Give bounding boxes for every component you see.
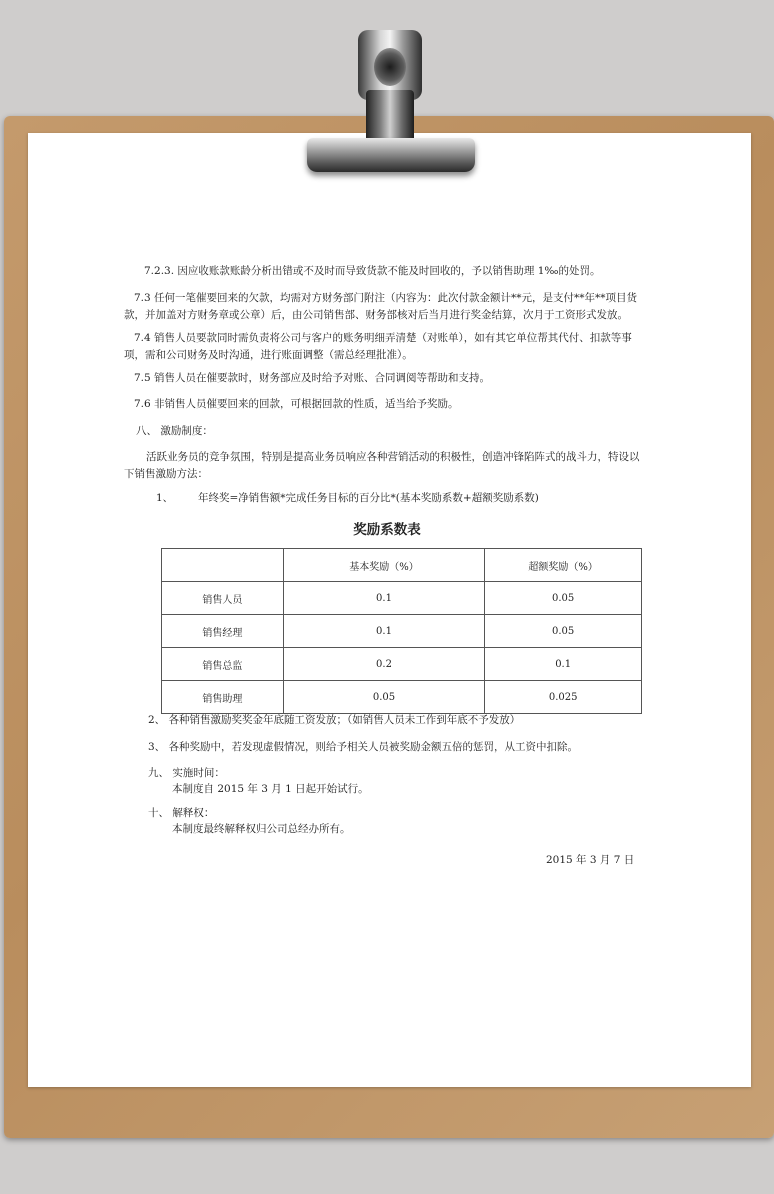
table-header-row — [162, 549, 642, 582]
para-8-line2: 下销售激励方法： — [124, 468, 208, 480]
table-cell: 0.1 — [283, 582, 485, 615]
clip-jaw — [307, 138, 475, 172]
table-cell: 销售总监 — [162, 648, 284, 681]
table-cell: 销售经理 — [162, 615, 284, 648]
table-row — [162, 615, 642, 648]
table-cell: 0.1 — [485, 648, 642, 681]
section-9-heading: 九、 实施时间： — [148, 767, 225, 779]
section-8-heading: 八、 激励制度： — [136, 425, 213, 437]
document-date: 2015 年 3 月 7 日 — [546, 854, 635, 866]
para-9: 本制度自 2015 年 3 月 1 日起开始试行。 — [172, 783, 369, 795]
table-header-cell: 超额奖励（%） — [485, 549, 642, 582]
para-8-line1: 活跃业务员的竞争氛围，特别是提高业务员响应各种营销活动的积极性，创造冲锋陷阵式的战斗力，特设以 — [146, 451, 640, 463]
table-cell: 0.05 — [485, 582, 642, 615]
table-cell: 销售人员 — [162, 582, 284, 615]
item-1-number: 1、 — [156, 492, 174, 504]
table-cell: 0.2 — [283, 648, 485, 681]
para-7-4-line1: 7.4 销售人员要款同时需负责将公司与客户的账务明细弄清楚（对账单），如有其它单位帮其代付、扣款等事 — [134, 332, 632, 344]
para-7-4-line2: 项，需和公司财务及时沟通，进行账面调整（需总经理批准）。 — [124, 349, 413, 361]
clip-neck — [366, 90, 414, 142]
para-7-2-3: 7.2.3. 因应收账款账龄分析出错或不及时而导致货款不能及时回收的，予以销售助理 1‰的处罚。 — [144, 265, 601, 277]
para-7-5: 7.5 销售人员在催要款时，财务部应及时给予对账、合同调阅等帮助和支持。 — [134, 372, 491, 384]
item-1-formula: 年终奖=净销售额*完成任务目标的百分比*(基本奖励系数+超额奖励系数) — [198, 492, 539, 504]
para-7-6: 7.6 非销售人员催要回来的回款，可根据回款的性质，适当给予奖励。 — [134, 398, 459, 410]
para-7-3-line2: 款，并加盖对方财务章或公章）后，由公司销售部、财务部核对后当月进行奖金结算，次月于工资形式发放。 — [124, 309, 628, 321]
table-row — [162, 681, 642, 714]
table-cell: 0.025 — [485, 681, 642, 714]
table-cell: 0.1 — [283, 615, 485, 648]
para-10: 本制度最终解释权归公司总经办所有。 — [172, 823, 351, 835]
para-7-3-line1: 7.3 任何一笔催要回来的欠款，均需对方财务部门附注（内容为：此次付款金额计**元，是支付**年**项目货 — [134, 292, 638, 304]
table-cell: 0.05 — [485, 615, 642, 648]
table-header-cell: 基本奖励（%） — [283, 549, 485, 582]
coefficient-table — [161, 548, 642, 714]
item-2: 2、 各种销售激励奖奖金年底随工资发放；（如销售人员未工作到年底不予发放） — [148, 714, 521, 726]
table-row — [162, 582, 642, 615]
table-cell: 0.05 — [283, 681, 485, 714]
table-header-cell — [162, 549, 284, 582]
table-row — [162, 648, 642, 681]
section-10-heading: 十、 解释权： — [148, 807, 215, 819]
clip-hole — [374, 48, 406, 86]
item-3: 3、 各种奖励中，若发现虚假情况，则给予相关人员被奖励金额五倍的惩罚，从工资中扣除。 — [148, 741, 579, 753]
table-title: 奖励系数表 — [353, 522, 421, 538]
table-cell: 销售助理 — [162, 681, 284, 714]
